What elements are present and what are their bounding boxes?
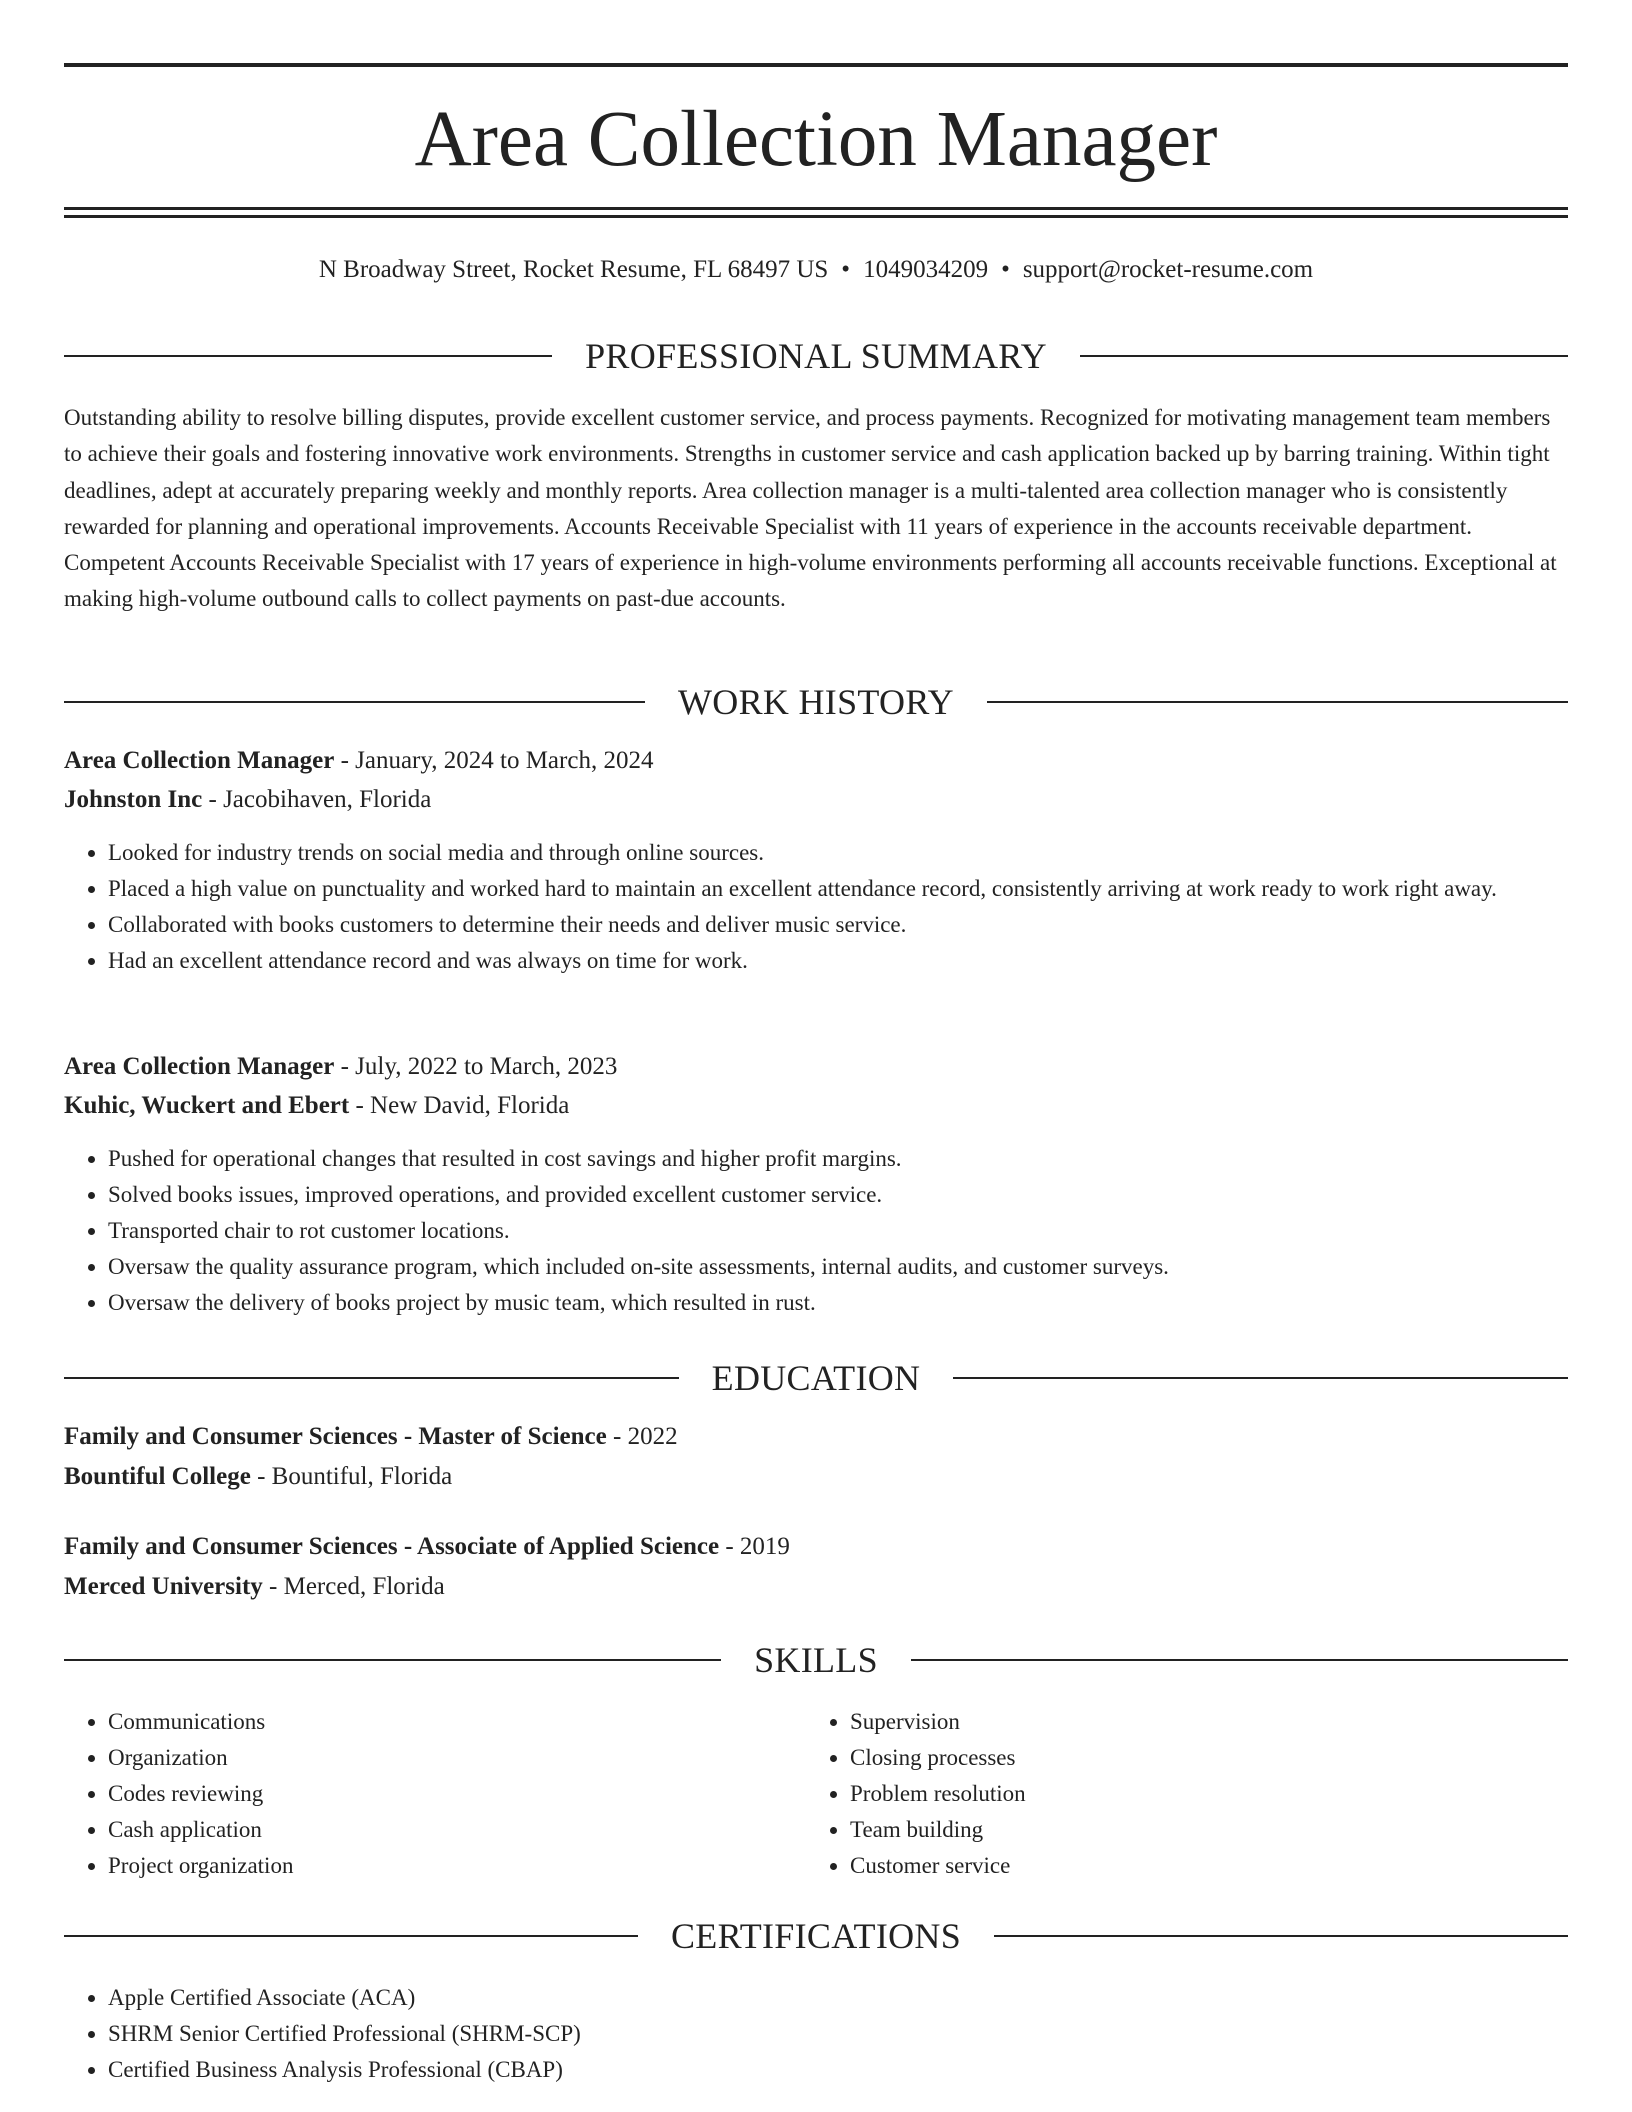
certification-item: • SHRM Senior Certified Professional (SHRM-SCP) bbox=[108, 2016, 1568, 2052]
certification-item: • Apple Certified Associate (ACA) bbox=[108, 1980, 1568, 2016]
heading-rule-right bbox=[911, 1659, 1568, 1661]
list-item: • Collaborated with books customers to determine their needs and deliver music service. bbox=[108, 907, 1568, 943]
certification-item: • Certified Business Analysis Professional (CBAP) bbox=[108, 2052, 1568, 2088]
contact-line bbox=[64, 252, 1568, 288]
skill-item: • Communications bbox=[108, 1704, 808, 1740]
education-1-school-line bbox=[64, 1459, 452, 1495]
education-2-year: - 2019 bbox=[725, 1533, 790, 1560]
skill-item: • Team building bbox=[850, 1812, 1550, 1848]
summary-title: PROFESSIONAL SUMMARY bbox=[585, 336, 1047, 376]
heading-rule-right bbox=[953, 1377, 1568, 1379]
job-1-company: Johnston Inc bbox=[64, 786, 203, 813]
skill-item: • Problem resolution bbox=[850, 1776, 1550, 1812]
education-title: EDUCATION bbox=[711, 1358, 921, 1398]
education-1-degree: Family and Consumer Sciences - Master of Science bbox=[64, 1423, 607, 1450]
certifications-heading bbox=[64, 1914, 1568, 1958]
job-2-bullets bbox=[64, 1141, 1568, 1321]
education-2-degree: Family and Consumer Sciences - Associate of Applied Science bbox=[64, 1533, 720, 1560]
skills-title: SKILLS bbox=[754, 1640, 878, 1680]
list-item: • Oversaw the quality assurance program, which included on-site assessments, internal audits, and customer surveys. bbox=[108, 1249, 1568, 1285]
skill-item: • Codes reviewing bbox=[108, 1776, 808, 1812]
list-item: • Transported chair to rot customer locations. bbox=[108, 1213, 1568, 1249]
list-item: • Placed a high value on punctuality and worked hard to maintain an excellent attendance record, consistently arriving at work ready to work right away. bbox=[108, 871, 1568, 907]
list-item: • Pushed for operational changes that resulted in cost savings and higher profit margins. bbox=[108, 1141, 1568, 1177]
heading-rule-left bbox=[64, 1377, 679, 1379]
contact-separator: • bbox=[1001, 256, 1010, 283]
job-2-title: Area Collection Manager bbox=[64, 1053, 335, 1080]
education-1-year: - 2022 bbox=[613, 1423, 678, 1450]
skill-item: • Supervision bbox=[850, 1704, 1550, 1740]
summary-text: Outstanding ability to resolve billing disputes, provide excellent customer service, and process payments. Recognized for motivating management team members to achieve their goals and fostering innovative work environments. Strengths in customer service and cash application backed up by barring training. Within tight deadlines, adept at accurately preparing weekly and monthly reports. Area collection manager is a multi-talented area collection manager who is consistently rewarded for planning and operational improvements. Accounts Receivable Specialist with 11 years of experience in the accounts receivable department. Competent Accounts Receivable Specialist with 17 years of experience in high-volume environments performing all accounts receivable functions. Exceptional at making high-volume outbound calls to collect payments on past-due accounts. bbox=[64, 405, 1557, 612]
education-1-location: - Bountiful, Florida bbox=[257, 1463, 453, 1490]
contact-phone: 1049034209 bbox=[863, 256, 989, 283]
top-rule bbox=[64, 63, 1568, 67]
job-1-location: - Jacobihaven, Florida bbox=[208, 786, 432, 813]
heading-rule-right bbox=[994, 1935, 1568, 1937]
education-heading bbox=[64, 1356, 1568, 1400]
skill-item: • Cash application bbox=[108, 1812, 808, 1848]
job-1-company-line bbox=[64, 782, 431, 818]
education-1-degree-line bbox=[64, 1419, 678, 1455]
certifications-title: CERTIFICATIONS bbox=[670, 1916, 962, 1956]
list-item: • Had an excellent attendance record and was always on time for work. bbox=[108, 943, 1568, 979]
job-1-title: Area Collection Manager bbox=[64, 747, 335, 774]
heading-rule-left bbox=[64, 1935, 638, 1937]
resume-name: Area Collection Manager bbox=[414, 96, 1218, 183]
job-2-title-line bbox=[64, 1049, 617, 1085]
contact-email: support@rocket-resume.com bbox=[1022, 256, 1314, 283]
job-1-bullets bbox=[64, 835, 1568, 979]
education-2-school-line bbox=[64, 1569, 445, 1605]
work-history-title: WORK HISTORY bbox=[678, 682, 954, 722]
job-1-dates: - January, 2024 to March, 2024 bbox=[340, 747, 654, 774]
skills-heading bbox=[64, 1638, 1568, 1682]
summary-heading bbox=[64, 334, 1568, 378]
heading-rule-left bbox=[64, 355, 552, 357]
job-2-location: - New David, Florida bbox=[355, 1092, 570, 1119]
skill-item: • Organization bbox=[108, 1740, 808, 1776]
contact-separator: • bbox=[841, 256, 851, 283]
education-2-degree-line bbox=[64, 1529, 790, 1565]
education-2-location: - Merced, Florida bbox=[269, 1573, 445, 1600]
name-double-rule-upper bbox=[64, 207, 1568, 210]
heading-rule-left bbox=[64, 1659, 721, 1661]
work-history-heading bbox=[64, 680, 1568, 724]
list-item: • Looked for industry trends on social media and through online sources. bbox=[108, 835, 1568, 871]
education-1-school: Bountiful College bbox=[64, 1463, 251, 1490]
skills-list-right bbox=[806, 1704, 1550, 1884]
heading-rule-right bbox=[987, 701, 1568, 703]
contact-address: N Broadway Street, Rocket Resume, FL 68497 US bbox=[318, 256, 829, 283]
job-1-title-line bbox=[64, 743, 653, 779]
education-2-school: Merced University bbox=[64, 1573, 263, 1600]
name-double-rule-lower bbox=[64, 215, 1568, 218]
list-item: • Solved books issues, improved operations, and provided excellent customer service. bbox=[108, 1177, 1568, 1213]
certifications-list bbox=[64, 1980, 1568, 2088]
skill-item: • Closing processes bbox=[850, 1740, 1550, 1776]
skill-item: • Customer service bbox=[850, 1848, 1550, 1884]
heading-rule-right bbox=[1080, 355, 1568, 357]
job-2-company: Kuhic, Wuckert and Ebert bbox=[64, 1092, 350, 1119]
job-2-dates: - July, 2022 to March, 2023 bbox=[340, 1053, 618, 1080]
list-item: • Oversaw the delivery of books project by music team, which resulted in rust. bbox=[108, 1285, 1568, 1321]
job-2-company-line bbox=[64, 1088, 569, 1124]
skills-list-left bbox=[64, 1704, 808, 1884]
skill-item: • Project organization bbox=[108, 1848, 808, 1884]
heading-rule-left bbox=[64, 701, 645, 703]
